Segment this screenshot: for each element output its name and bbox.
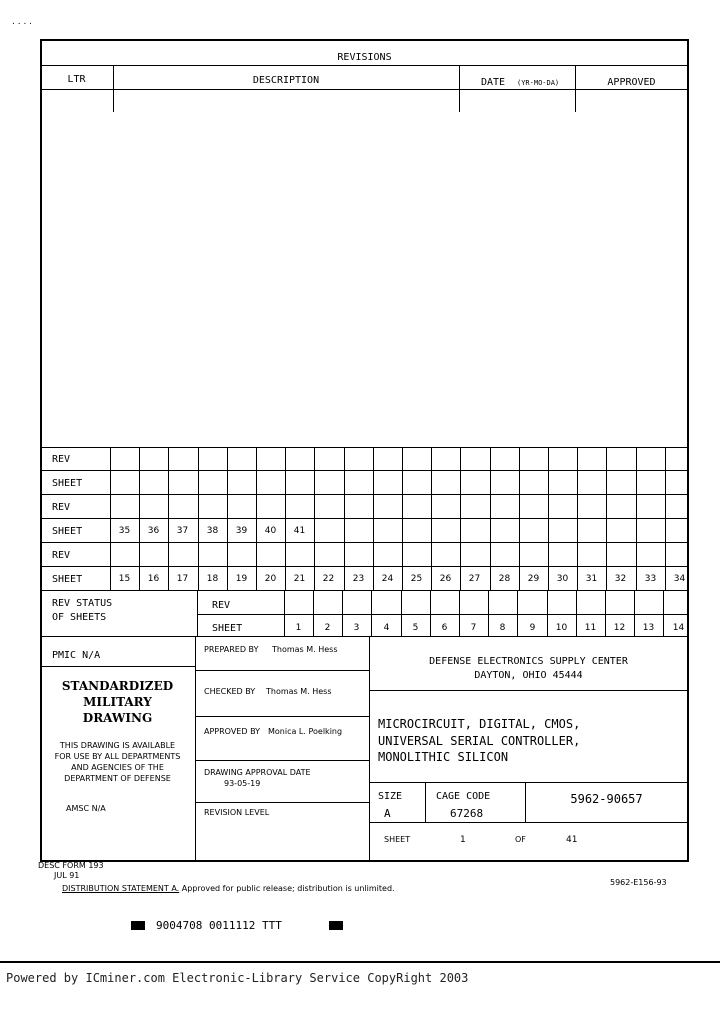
title-line2: UNIVERSAL SERIAL CONTROLLER, xyxy=(378,734,581,748)
row3-sheet-number: 16 xyxy=(147,574,160,584)
row3-sheet-number: 17 xyxy=(176,574,189,584)
row2-sheet-number: 41 xyxy=(293,526,306,536)
status-sheet-label: SHEET xyxy=(212,623,243,634)
col-approved: APPROVED xyxy=(607,77,656,88)
col-date-format: (YR-MO-DA) xyxy=(517,79,560,87)
row3-sheet-number: 24 xyxy=(381,574,394,584)
std-line2: MILITARY xyxy=(83,695,152,709)
barcode-text: 9004708 0011112 TTT xyxy=(156,919,282,932)
status-sheet-number: 5 xyxy=(412,623,419,633)
row2-sheet-number: 36 xyxy=(147,526,160,536)
avail-line4: DEPARTMENT OF DEFENSE xyxy=(64,774,171,783)
grid-column-line xyxy=(373,447,374,590)
row2-sheet-number: 39 xyxy=(235,526,248,536)
grid-column-line xyxy=(256,447,257,590)
barcode-left-mark xyxy=(131,921,145,930)
grid-column-line xyxy=(460,447,461,590)
col-ltr: LTR xyxy=(67,74,86,85)
row3-sheet-number: 33 xyxy=(644,574,657,584)
grid-column-line xyxy=(490,447,491,590)
row2-sheet-number: 40 xyxy=(264,526,277,536)
size-label: SIZE xyxy=(378,791,403,802)
row2-sheet-number: 35 xyxy=(118,526,131,536)
grid-column-line xyxy=(548,447,549,590)
approval-date-label: DRAWING APPROVAL DATE xyxy=(204,768,311,777)
col-description: DESCRIPTION xyxy=(252,75,320,86)
grid-column-line xyxy=(314,447,315,590)
of-value: 41 xyxy=(566,835,578,845)
prepared-name: Thomas M. Hess xyxy=(272,645,338,654)
sheet-value: 1 xyxy=(460,835,466,845)
cage-value: 67268 xyxy=(450,807,484,820)
row3-sheet-number: 34 xyxy=(673,574,686,584)
grid-column-line xyxy=(227,447,228,590)
row3-sheet-number: 23 xyxy=(352,574,365,584)
agency-line1: DEFENSE ELECTRONICS SUPPLY CENTER xyxy=(429,656,628,667)
footer-rule xyxy=(0,961,720,963)
avail-line3: AND AGENCIES OF THE xyxy=(71,763,164,772)
row3-sheet-number: 15 xyxy=(118,574,131,584)
avail-line1: THIS DRAWING IS AVAILABLE xyxy=(59,741,176,750)
status-sheet-number: 11 xyxy=(584,623,597,633)
status-sheet-number: 13 xyxy=(642,623,655,633)
avail-line2: FOR USE BY ALL DEPARTMENTS xyxy=(54,752,181,761)
dwg-number: 5962-90657 xyxy=(570,792,643,806)
frame-right xyxy=(687,39,689,861)
grid-column-line xyxy=(606,447,607,590)
row1-rev-label: REV xyxy=(52,454,71,465)
prepared-label: PREPARED BY xyxy=(204,645,259,654)
distribution-label: DISTRIBUTION STATEMENT A. xyxy=(62,884,180,893)
frame-left xyxy=(40,39,42,861)
row2-rev-label: REV xyxy=(52,502,71,513)
grid-column-line xyxy=(285,447,286,590)
grid-column-line xyxy=(139,447,140,590)
distribution-statement xyxy=(62,885,395,893)
status-sheet-number: 14 xyxy=(672,623,685,633)
checked-label: CHECKED BY xyxy=(204,687,256,696)
row3-sheet-number: 32 xyxy=(614,574,627,584)
row3-sheet-number: 25 xyxy=(410,574,423,584)
rev-status-label-1: REV STATUS xyxy=(52,598,113,609)
status-rev-label: REV xyxy=(212,600,231,611)
agency-line2: DAYTON, OHIO 45444 xyxy=(474,670,583,681)
title-line1: MICROCIRCUIT, DIGITAL, CMOS, xyxy=(378,717,581,731)
row1-sheet-label: SHEET xyxy=(52,478,83,489)
form-date: JUL 91 xyxy=(54,871,80,880)
of-label: OF xyxy=(515,835,526,844)
grid-column-line xyxy=(198,447,199,590)
approval-date: 93-05-19 xyxy=(224,779,261,788)
status-sheet-number: 10 xyxy=(555,623,568,633)
status-sheet-number: 3 xyxy=(353,623,360,633)
grid-column-line xyxy=(519,447,520,590)
revision-level-label: REVISION LEVEL xyxy=(204,808,270,817)
grid-column-line xyxy=(636,447,637,590)
status-sheet-number: 8 xyxy=(499,623,506,633)
col-date: DATE xyxy=(481,77,506,88)
pmic: PMIC N/A xyxy=(52,650,101,661)
revisions-title: REVISIONS xyxy=(337,52,392,63)
row3-sheet-number: 18 xyxy=(206,574,219,584)
std-line1: STANDARDIZED xyxy=(61,679,174,693)
checked-name: Thomas M. Hess xyxy=(266,687,332,696)
row3-sheet-number: 22 xyxy=(322,574,335,584)
rev-status-label-2: OF SHEETS xyxy=(52,612,107,623)
powered-by: Powered by ICminer.com Electronic-Library Service CopyRight 2003 xyxy=(6,971,469,985)
reference-number: 5962-E156-93 xyxy=(610,878,667,887)
grid-column-line xyxy=(665,447,666,590)
grid-column-line xyxy=(168,447,169,590)
row3-sheet-number: 27 xyxy=(468,574,481,584)
row3-sheet-number: 30 xyxy=(556,574,569,584)
row2-sheet-label: SHEET xyxy=(52,526,83,537)
row3-sheet-number: 28 xyxy=(498,574,511,584)
frame-top xyxy=(40,39,689,41)
barcode-right-mark xyxy=(329,921,343,930)
distribution-text: Approved for public release; distribution is unlimited. xyxy=(179,884,395,893)
cage-label: CAGE CODE xyxy=(436,791,491,802)
row3-sheet-number: 26 xyxy=(439,574,452,584)
status-sheet-number: 6 xyxy=(441,623,448,633)
status-sheet-number: 2 xyxy=(324,623,331,633)
grid-column-line xyxy=(402,447,403,590)
row3-sheet-number: 31 xyxy=(585,574,598,584)
status-sheet-number: 7 xyxy=(470,623,477,633)
std-line3: DRAWING xyxy=(82,711,153,725)
status-sheet-number: 1 xyxy=(295,623,302,633)
grid-column-line xyxy=(577,447,578,590)
sheet-label: SHEET xyxy=(384,835,411,844)
row3-sheet-label: SHEET xyxy=(52,574,83,585)
status-sheet-number: 12 xyxy=(613,623,626,633)
row2-sheet-number: 38 xyxy=(206,526,219,536)
grid-column-line xyxy=(431,447,432,590)
row3-sheet-number: 21 xyxy=(293,574,306,584)
status-sheet-number: 9 xyxy=(529,623,536,633)
status-sheet-number: 4 xyxy=(383,623,390,633)
row3-rev-label: REV xyxy=(52,550,71,561)
row3-sheet-number: 19 xyxy=(235,574,248,584)
row2-sheet-number: 37 xyxy=(176,526,189,536)
grid-column-line xyxy=(344,447,345,590)
amsc: AMSC N/A xyxy=(66,804,106,813)
row3-sheet-number: 20 xyxy=(264,574,277,584)
size-value: A xyxy=(384,807,391,820)
row3-sheet-number: 29 xyxy=(527,574,540,584)
corner-marks: . . . . xyxy=(12,17,33,27)
frame-bottom xyxy=(40,860,689,862)
approved-name: Monica L. Poelking xyxy=(268,727,343,736)
title-line3: MONOLITHIC SILICON xyxy=(378,750,509,764)
form-number: DESC FORM 193 xyxy=(38,861,104,870)
approved-label: APPROVED BY xyxy=(204,727,261,736)
